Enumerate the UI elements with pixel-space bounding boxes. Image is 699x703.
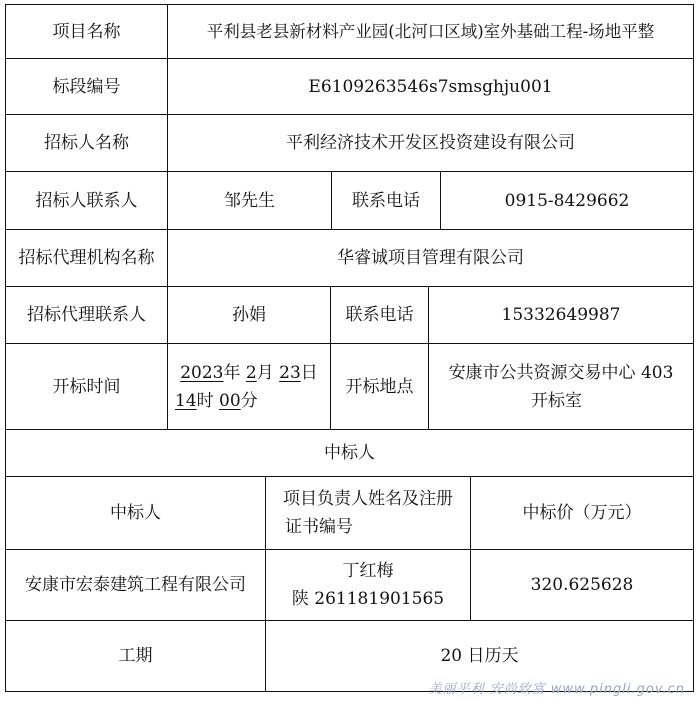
winner-header: 中标人 <box>110 503 161 523</box>
tenderer-contact-name: 邹先生 <box>224 190 275 211</box>
opening-place-line2: 开标室 <box>531 390 582 411</box>
manager-header-line1: 项目负责人姓名及注册 <box>283 489 453 509</box>
opening-minute: 00 <box>219 390 241 411</box>
manager-info <box>265 549 471 621</box>
tenderer-value: 平利经济技术开发区投资建设有限公司 <box>286 133 575 153</box>
manager-header <box>265 476 471 550</box>
duration-value: 20 日历天 <box>440 646 519 666</box>
opening-place-label: 开标地点 <box>345 376 414 397</box>
opening-place-value <box>428 343 694 430</box>
opening-time-label: 开标时间 <box>52 376 121 397</box>
agency-contact-name: 孙娟 <box>232 305 266 325</box>
manager-cert: 陕 261181901565 <box>291 589 445 609</box>
agency-label: 招标代理机构名称 <box>18 248 155 268</box>
agency-phone-label: 联系电话 <box>345 305 414 325</box>
manager-name: 丁红梅 <box>342 561 394 581</box>
site-watermark: 美丽平利 安尚致富 www.pingli.gov.cn <box>428 682 685 697</box>
opening-time-value: 2023年 2月 23日 14时 00分 <box>175 362 318 411</box>
price-header: 中标价（万元） <box>522 503 642 523</box>
tenderer-label: 招标人名称 <box>44 133 129 153</box>
opening-day: 23 <box>279 362 301 383</box>
winning-price: 320.625628 <box>530 575 634 595</box>
section-no-value: E6109263546s7smsghju001 <box>308 76 553 97</box>
opening-month: 2 <box>245 362 257 383</box>
agency-contact-label: 招标代理联系人 <box>27 305 146 325</box>
agency-value: 华睿诚项目管理有限公司 <box>337 248 524 268</box>
winner-name: 安康市宏泰建筑工程有限公司 <box>25 575 246 595</box>
project-name-label: 项目名称 <box>52 21 121 42</box>
manager-header-line2: 证书编号 <box>285 517 353 537</box>
project-name-value: 平利县老县新材料产业园(北河口区域)室外基础工程-场地平整 <box>206 21 655 41</box>
tenderer-phone-value: 0915-8429662 <box>504 190 630 211</box>
winner-section-title: 中标人 <box>324 443 375 463</box>
opening-hour: 14 <box>175 390 197 411</box>
tenderer-phone-label: 联系电话 <box>352 190 420 211</box>
opening-place-line1: 安康市公共资源交易中心 403 <box>448 362 674 383</box>
section-no-label: 标段编号 <box>52 76 121 97</box>
tenderer-contact-label: 招标人联系人 <box>35 190 138 211</box>
duration-label: 工期 <box>118 646 153 666</box>
opening-year: 2023 <box>180 362 224 383</box>
agency-phone-value: 15332649987 <box>501 305 621 325</box>
